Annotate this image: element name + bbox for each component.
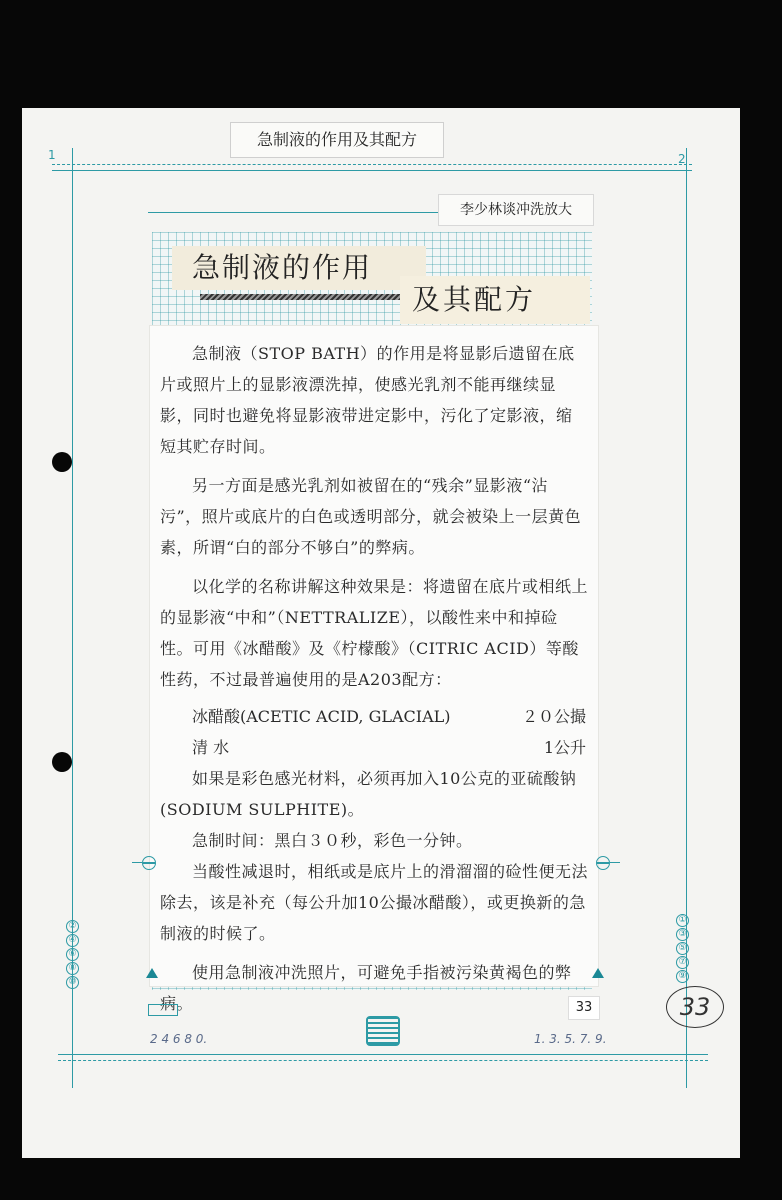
paragraph-3: 以化学的名称讲解这种效果是：将遗留在底片或相纸上的显影液“中和”（NETTRALIZE），以酸性来中和掉硷性。可用《冰醋酸》及《柠檬酸》（CITRIC ACID）等酸性药，不过最普遍使用的是A203配方： xyxy=(160,577,589,689)
title-strip-1 xyxy=(172,246,426,290)
margin-number-right-1: ① xyxy=(676,914,689,927)
punch-hole-bottom xyxy=(52,752,72,772)
paragraph-2: 另一方面是感光乳剂如被留在的“残余”显影液“沾污”，照片或底片的白色或透明部分，就会被染上一层黄色素，所谓“白的部分不够白”的弊病。 xyxy=(160,476,582,557)
frame-top-line-2 xyxy=(52,170,692,171)
title-line-1: 急制液的作用 xyxy=(192,251,373,284)
formula-amount-2: 1公升 xyxy=(543,738,586,757)
margin-number-left-2: ④ xyxy=(66,934,79,947)
frame-top-line xyxy=(52,164,692,165)
formula-name-2: 清 水 xyxy=(192,738,230,757)
paragraph-7: 使用急制液冲洗照片，可避免手指被污染黄褐色的弊病。 xyxy=(160,963,572,1013)
margin-number-left-4: ⑧ xyxy=(66,962,79,975)
corner-mark-left: 1 xyxy=(48,148,56,162)
seal-stamp xyxy=(366,1016,400,1046)
page-number-text: 33 xyxy=(575,1000,593,1015)
formula-name-1: 冰醋酸(ACETIC ACID, GLACIAL) xyxy=(192,707,451,726)
title-line-2: 及其配方 xyxy=(412,283,537,316)
page-number xyxy=(568,996,600,1020)
author-label xyxy=(438,194,594,226)
title-strip-2 xyxy=(400,276,590,324)
margin-number-left-5: ⑩ xyxy=(66,976,79,989)
small-boxes xyxy=(148,1004,178,1016)
header-label-text: 急制液的作用及其配方 xyxy=(256,130,417,149)
paragraph-6: 当酸性减退时，相纸或是底片上的滑溜溜的硷性便无法除去，该是补充（每公升加10公撮冰醋酸），或更换新的急制液的时候了。 xyxy=(160,862,589,943)
margin-number-left-3: ⑥ xyxy=(66,948,79,961)
handwritten-page-number-text: 33 xyxy=(679,993,711,1021)
paragraph-1: 急制液（STOP BATH）的作用是将显影后遗留在底片或照片上的显影液漂洗掉，使感光乳剂不能再继续显影，同时也避免将显影液带进定影中，污化了定影液，缩短其贮存时间。 xyxy=(160,344,575,456)
triangle-marker-right xyxy=(592,968,604,978)
frame-bottom-line xyxy=(58,1054,708,1055)
paragraph-4: 如果是彩色感光材料，必须再加入10公克的亚硫酸钠(SODIUM SULPHITE)。 xyxy=(160,769,577,819)
registration-mark-left xyxy=(142,856,156,870)
registration-mark-right xyxy=(596,856,610,870)
guide-line-right xyxy=(610,862,620,863)
corner-mark-right: 2 xyxy=(678,152,686,166)
author-label-text: 李少林谈冲洗放大 xyxy=(460,202,572,218)
pencil-note-right: 1. 3. 5. 7. 9. xyxy=(534,1032,607,1046)
formula-row-2 xyxy=(150,732,598,763)
header-label xyxy=(230,122,444,158)
paragraph-5: 急制时间：黑白３０秒，彩色一分钟。 xyxy=(192,831,473,850)
margin-number-right-2: ③ xyxy=(676,928,689,941)
margin-number-right-3: ⑤ xyxy=(676,942,689,955)
frame-bottom-line-2 xyxy=(58,1060,708,1061)
author-rule xyxy=(148,212,438,213)
title-rope-rule xyxy=(200,294,404,300)
margin-number-left-1: ② xyxy=(66,920,79,933)
triangle-marker-left xyxy=(146,968,158,978)
frame-left-line xyxy=(72,148,73,1088)
formula-row-1 xyxy=(150,701,598,732)
pencil-note-left: 2 4 6 8 0. xyxy=(150,1032,208,1046)
handwritten-page-number xyxy=(666,986,724,1028)
manuscript-sheet xyxy=(22,108,740,1158)
formula-amount-1: ２０公撮 xyxy=(521,707,586,726)
margin-number-right-5: ⑨ xyxy=(676,970,689,983)
margin-number-right-4: ⑦ xyxy=(676,956,689,969)
guide-line-left xyxy=(132,862,142,863)
punch-hole-top xyxy=(52,452,72,472)
